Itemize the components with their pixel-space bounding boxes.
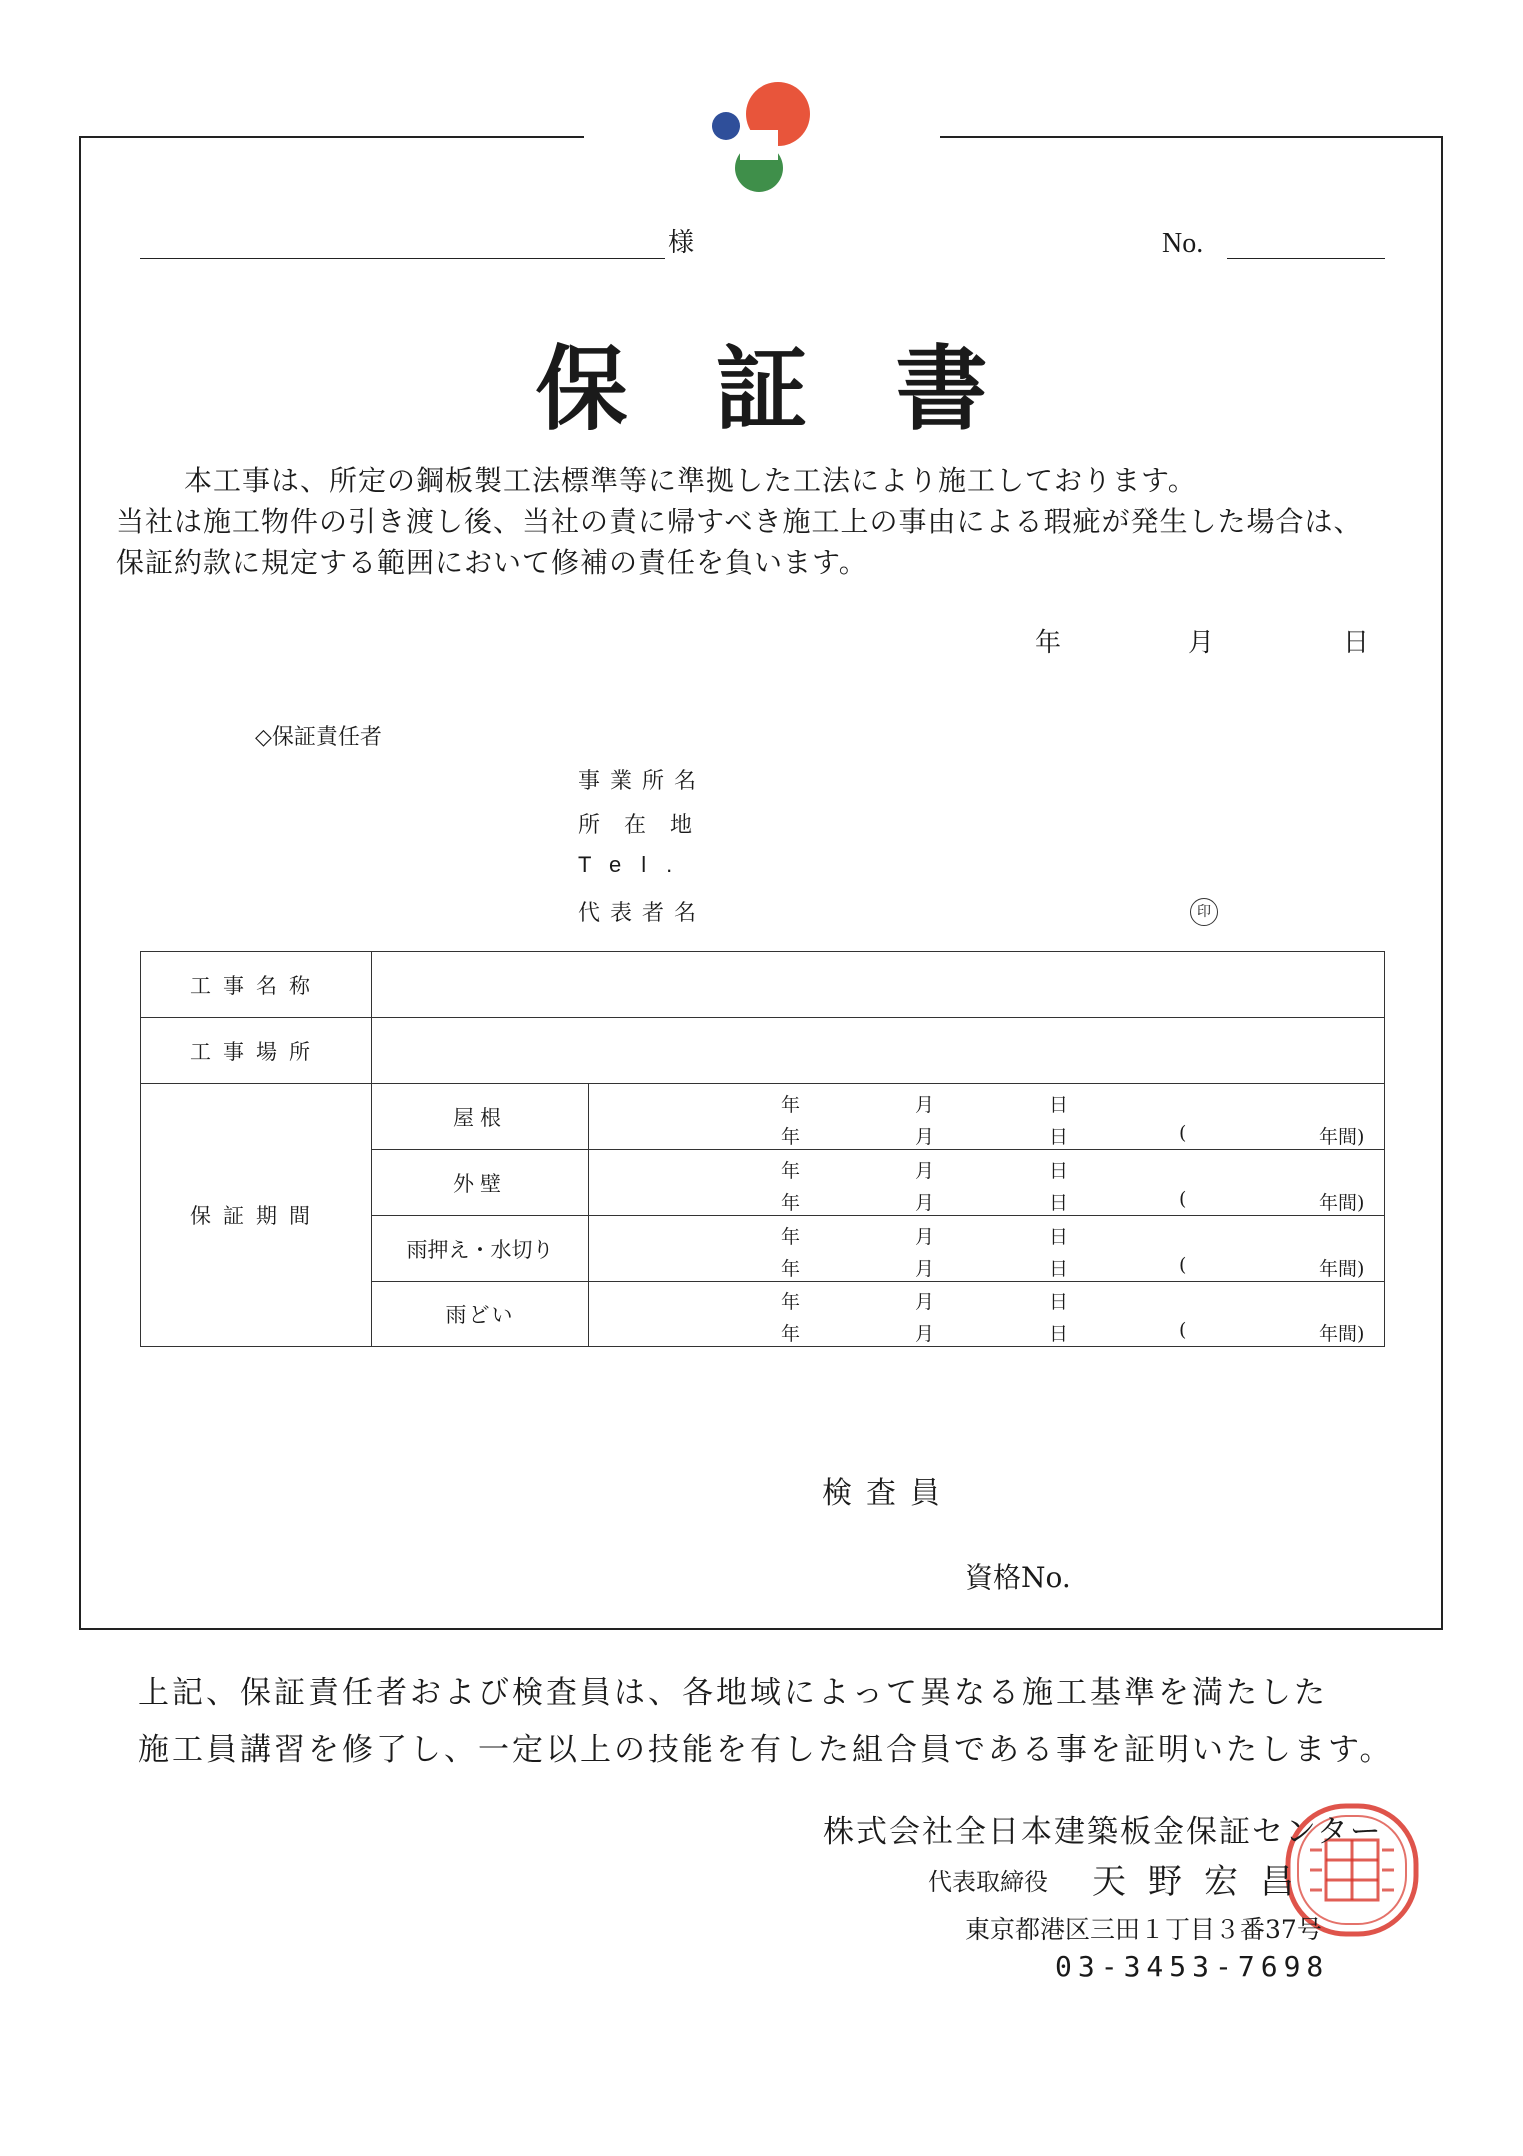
number-label: No.: [1162, 228, 1204, 259]
body-paragraph-1: 本工事は、所定の鋼板製工法標準等に準拠した工法により施工しております。: [184, 464, 1197, 497]
item-gutter-label: 雨どい: [372, 1282, 589, 1347]
certification-line-1: 上記、保証責任者および検査員は、各地域によって異なる施工基準を満たした: [138, 1675, 1328, 1711]
recipient-suffix: 様: [668, 228, 695, 258]
ceo-title: 代表取締役: [928, 1868, 1048, 1896]
certification-text: [138, 1665, 1398, 1779]
date-day: 日: [1343, 628, 1370, 658]
recipient-line: [140, 258, 665, 259]
start-date-line: 年 月 日: [781, 1291, 1069, 1313]
responsible-heading: ◇保証責任者: [255, 725, 382, 750]
company-logo: [710, 78, 820, 196]
start-date-line: 年 月 日: [781, 1093, 1069, 1116]
date-year: 年: [1035, 628, 1062, 658]
tel-label: Tel.: [578, 852, 693, 877]
qualification-label: 資格No.: [965, 1561, 1071, 1594]
item-flashing-label: 雨押え・水切り: [372, 1216, 589, 1282]
certification-line-2: 施工員講習を修了し、一定以上の技能を有した組合員である事を証明いたします。: [138, 1732, 1394, 1768]
end-date-line: 年 月 日 ( 年間): [781, 1121, 1365, 1148]
representative-label: 代表者名: [578, 901, 707, 926]
project-name-cell[interactable]: [372, 952, 1385, 1018]
seal-mark: 印: [1190, 898, 1218, 926]
number-line: [1227, 258, 1385, 259]
table-row: [141, 1084, 1385, 1150]
end-date-line: 年 月 日 ( 年間): [781, 1187, 1365, 1214]
company-phone: 03-3453-7698: [1055, 1950, 1330, 1983]
logo-white-square: [740, 130, 778, 160]
ceo-name: 天野宏昌: [1092, 1862, 1316, 1902]
table-row: [141, 1018, 1385, 1084]
warranty-table: [140, 951, 1385, 1347]
document-title: 保証書: [535, 335, 1076, 443]
end-date-line: 年 月 日 ( 年間): [781, 1319, 1365, 1345]
item-roof-dates[interactable]: [589, 1084, 1385, 1150]
project-name-label: 工事名称: [141, 952, 372, 1018]
responsible-fields: [578, 764, 716, 940]
period-label: 保証期間: [141, 1084, 372, 1347]
item-flashing-dates[interactable]: [589, 1216, 1385, 1282]
office-name-label: 事業所名: [578, 769, 707, 794]
project-site-label: 工事場所: [141, 1018, 372, 1084]
date-month: 月: [1188, 628, 1215, 658]
item-wall-label: 外壁: [372, 1150, 589, 1216]
company-name: 株式会社全日本建築板金保証センター: [823, 1814, 1383, 1850]
logo-blue-circle: [712, 112, 740, 140]
item-gutter-dates[interactable]: [589, 1282, 1385, 1347]
body-paragraph-2: 当社は施工物件の引き渡し後、当社の責に帰すべき施工上の事由による瑕疵が発生した場合は、保証約款に規定する範囲において修補の責任を負います。: [116, 505, 1363, 579]
frame-top-right: [940, 136, 1443, 138]
frame-bottom: [79, 1628, 1443, 1630]
start-date-line: 年 月 日: [781, 1225, 1069, 1248]
item-roof-label: 屋根: [372, 1084, 589, 1150]
body-text: [116, 460, 1390, 583]
item-wall-dates[interactable]: [589, 1150, 1385, 1216]
inspector-label: 検査員: [822, 1476, 954, 1511]
company-address: 東京都港区三田１丁目３番37号: [965, 1915, 1322, 1944]
table-row: [141, 952, 1385, 1018]
end-date-line: 年 月 日 ( 年間): [781, 1253, 1365, 1280]
start-date-line: 年 月 日: [781, 1159, 1069, 1182]
frame-top-left: [79, 136, 584, 138]
project-site-cell[interactable]: [372, 1018, 1385, 1084]
location-label: 所在地: [578, 813, 717, 838]
